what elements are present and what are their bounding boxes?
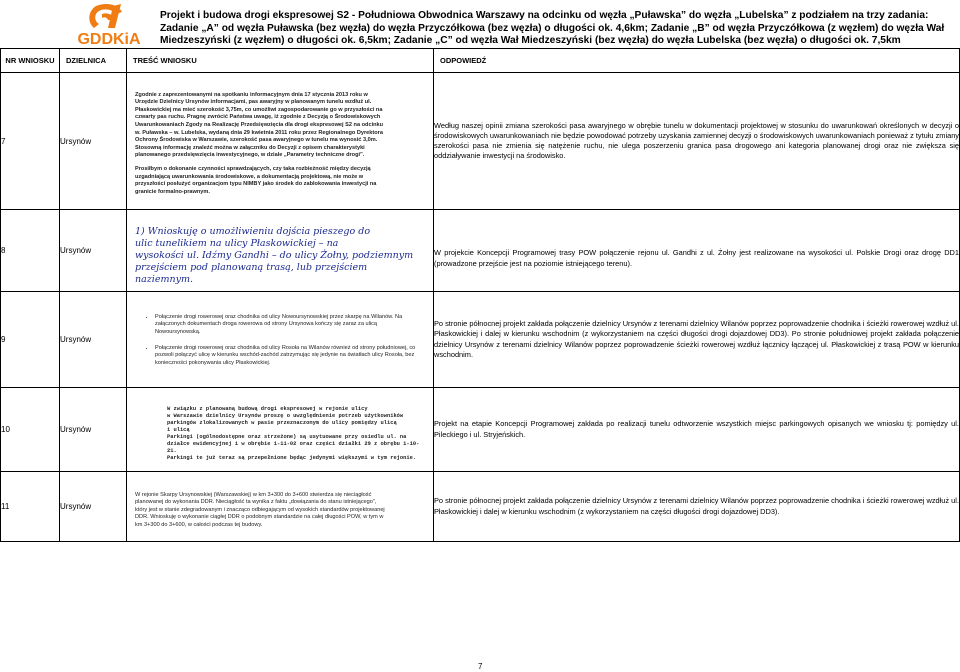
document-title: Projekt i budowa drogi ekspresowej S2 - Południowa Obwodnica Warszawy na odcinku od węzła „Puławska” do węzła „Lubelska” z podziałem na trzy zadania: Zadanie „A” od węzła Puławska (bez węzła) do węzła Przyczółkowa (bez węzła) o długości ok. 4,6km; Zadanie „B” od węzła Przyczółkowa (z węzłem) do węzła Wał Miedzeszyński (z węzłem) o długości ok. 6,5km; Zadanie „C” od węzła Wał Miedzeszyński (bez węzła) do węzła Lubelska (bez węzła) o długości ok. 7,5km [160, 10, 945, 46]
request-scan [127, 73, 434, 210]
request-scan [127, 292, 434, 388]
header-odpowiedz: ODPOWIEDŹ [434, 49, 960, 73]
logo-text: GDDKiA [77, 31, 141, 48]
header-tresc: TREŚĆ WNIOSKU [127, 49, 434, 73]
gddkia-logo-icon [66, 2, 152, 48]
scan-text-block: W rejonie Skarpy Ursynowskiej (Warszawskiej) w km 3+300 do 3+600 stwierdza się nieciągłość planowanej do wykonania DDR. Nieciągłość ta wynika z faktu „dowiązania do stanu istniejącego”, który jest w stanie zdegradowanym i znacząco odbiegającym od wysokich standardów projektowanej DDR. Wnioskuję o wykonanie ciągłej DDR o podobnym standardzie na całej długości POW, w tym w km 3+300 do 3+600, w całości podczas tej budowy. [135, 491, 385, 528]
list-item: • Połączenie drogi rowerowej oraz chodnika od ulicy Nowoursynowskiej przez skarpę na Wilanów. Na załączonych dokumentach droga rowerowa od strony Ursynowa kończy się zaraz za ulicą Nowoursynowską. [155, 314, 423, 337]
header-dzielnica: DZIELNICA [60, 49, 127, 73]
requests-table [0, 48, 960, 542]
request-scan-typed [127, 388, 434, 472]
header-nr: NR WNIOSKU [1, 49, 60, 73]
row-number: 7 [1, 73, 60, 210]
scan-text-block [127, 304, 433, 368]
row-number: 10 [1, 388, 60, 472]
request-scan-handwritten [127, 210, 434, 292]
table-row [1, 472, 960, 542]
response-text: Po stronie północnej projekt zakłada połączenie dzielnicy Ursynów z terenami dzielnicy Wilanów poprzez poprowadzenie chodnika i ścieżki rowerowej wzdłuż ul. Płaskowickiej i dalej w kierunku wschodnim (z wykorzystaniem na części długości drogi dojazdowej DD3). [434, 472, 960, 542]
handwritten-text-block: 1) Wnioskuję o umożliwieniu dojścia pieszego do ulic tunelikiem na ulicy Płaskowickiej – na wysokości ul. Idźmy Gandhi – do ulicy Żołny, podziemnym przejściem pod planowaną trasą, lub przejściem naziemnym. [135, 225, 414, 285]
row-district: Ursynów [60, 210, 127, 292]
row-district: Ursynów [60, 388, 127, 472]
document-header [0, 0, 960, 50]
typed-text-block: W związku z planowaną budową drogi ekspresowej w rejonie ulicy w Warszawie dzielnicy Ursynów proszę o uwzględnienie potrzeb użytkowników parkingów zlokalizowanych w pasie przeznaczonym do ulicy pomiędzy ulicą i ulicą Parkingi (ogólnodostępne oraz strzeżone) są usytuowane przy osiedlu ul. na działce ewidencyjnej 1 w obrębie 1-11-02 oraz części działki 29 z obrębu 1-10-21. Parkingi te już teraz są przepełnione będąc jedynymi większymi w tym rejonie. [167, 405, 420, 461]
row-number: 9 [1, 292, 60, 388]
scan-text-block: Zgodnie z zaprezentowanymi na spotkaniu informacyjnym dnia 17 stycznia 2013 roku w Urzędzie Dzielnicy Ursynów informacjami, pas awaryjny w planowanym tunelu wzdłuż ul. Płaskowickiej ma mieć szerokość 3,75m, co umożliwi zagospodarowanie go w przyszłości na czwarty pas ruchu. Pragnę zwrócić Państwa uwagę, iż zgodnie z Decyzją o Środowiskowych Uwarunkowaniach Zgody na Realizację Przedsięwzięcia dla drogi ekspresowej S2 na odcinku w. Puławska – w. Lubelska, wydaną dnia 29 kwietnia 2011 roku przez Regionalnego Dyrektora Ochrony Środowiska w Warszawie, szerokość pasa awaryjnego w tunelu ma wynosić 3,0m. Stosowną informację znaleźć można w załączniku do Decyzji z opisem charakterystyki planowanego przedsięwzięcia inwestycyjnego, w dziale „Parametry techniczne drogi”. Prosiłbym o dokonanie czynności sprawdzających, czy taka rozbieżność między decyzją uzgadniającą uwarunkowania środowiskowe, a dokumentacją projektową, nie może w przyszłości posłużyć organizacjom typu NIMBY jako środek do zablokowania inwestycji na granicie formalno-prawnym. [135, 91, 384, 195]
response-text: Projekt na etapie Koncepcji Programowej zakłada po realizacji tunelu odtworzenie wszystkich miejsc parkingowych opisanych we wniosku tj: pomiędzy ul. Pileckiego i ul. Stryjeńskich. [434, 388, 960, 472]
table-header-row [1, 49, 960, 73]
table-row [1, 292, 960, 388]
row-district: Ursynów [60, 292, 127, 388]
response-text: W projekcie Koncepcji Programowej trasy POW połączenie rejonu ul. Gandhi z ul. Żołny jest realizowane na wysokości ul. Polskie Drogi oraz drogę DD1 (prowadzone przejście jest na poziomie istniejącego terenu). [434, 210, 960, 292]
row-number: 8 [1, 210, 60, 292]
list-item: • Połączenie drogi rowerowej oraz chodnika od ulicy Rosoła na Wilanów również od strony południowej, co pozwoli połączyć ulicę w kierunku wschód-zachód zatrzymując się jedynie na światłach ulicy Rosoła, bez konieczności pokonywania ulicy Płaskowickiej. [155, 345, 423, 368]
table-row [1, 73, 960, 210]
table-row [1, 210, 960, 292]
row-district: Ursynów [60, 472, 127, 542]
response-text: Według naszej opinii zmiana szerokości pasa awaryjnego w obrębie tunelu w dokumentacji projektowej w stosunku do uwarunkowań określonych w decyzji o środowiskowych uwarunkowaniach nie będzie powodować potrzeby uzyskania zamiennej decyzji o środowiskowych uwarunkowaniach ponieważ z tytułu zmiany szerokości pasa nie zmienia się natężenie ruchu, nie ulega poszerzeniu granica pasa drogowego ani kategoria planowanej drogi oraz nie zwiększa się oddziaływanie inwestycji na środowisko. [434, 73, 960, 210]
table-row [1, 388, 960, 472]
row-number: 11 [1, 472, 60, 542]
response-text: Po stronie północnej projekt zakłada połączenie dzielnicy Ursynów z terenami dzielnicy Wilanów poprzez poprowadzenie chodnika i ścieżki rowerowej wzdłuż ul. Płaskowickiej i dalej w kierunku wschodnim (z wykorzystaniem na części długości drogi dojazdowej DD3). Po stronie południowej projekt zakłada połączenie dzielnicy Ursynów z terenami dzielnicy Wilanów poprzez poprowadzenie ścieżki rowerowej wzdłuż łącznicy łączącej ul. Płaskowickiej z trasą POW w kierunku wschodnim. [434, 292, 960, 388]
request-scan [127, 472, 434, 542]
row-district: Ursynów [60, 73, 127, 210]
page-number: 7 [478, 662, 483, 671]
